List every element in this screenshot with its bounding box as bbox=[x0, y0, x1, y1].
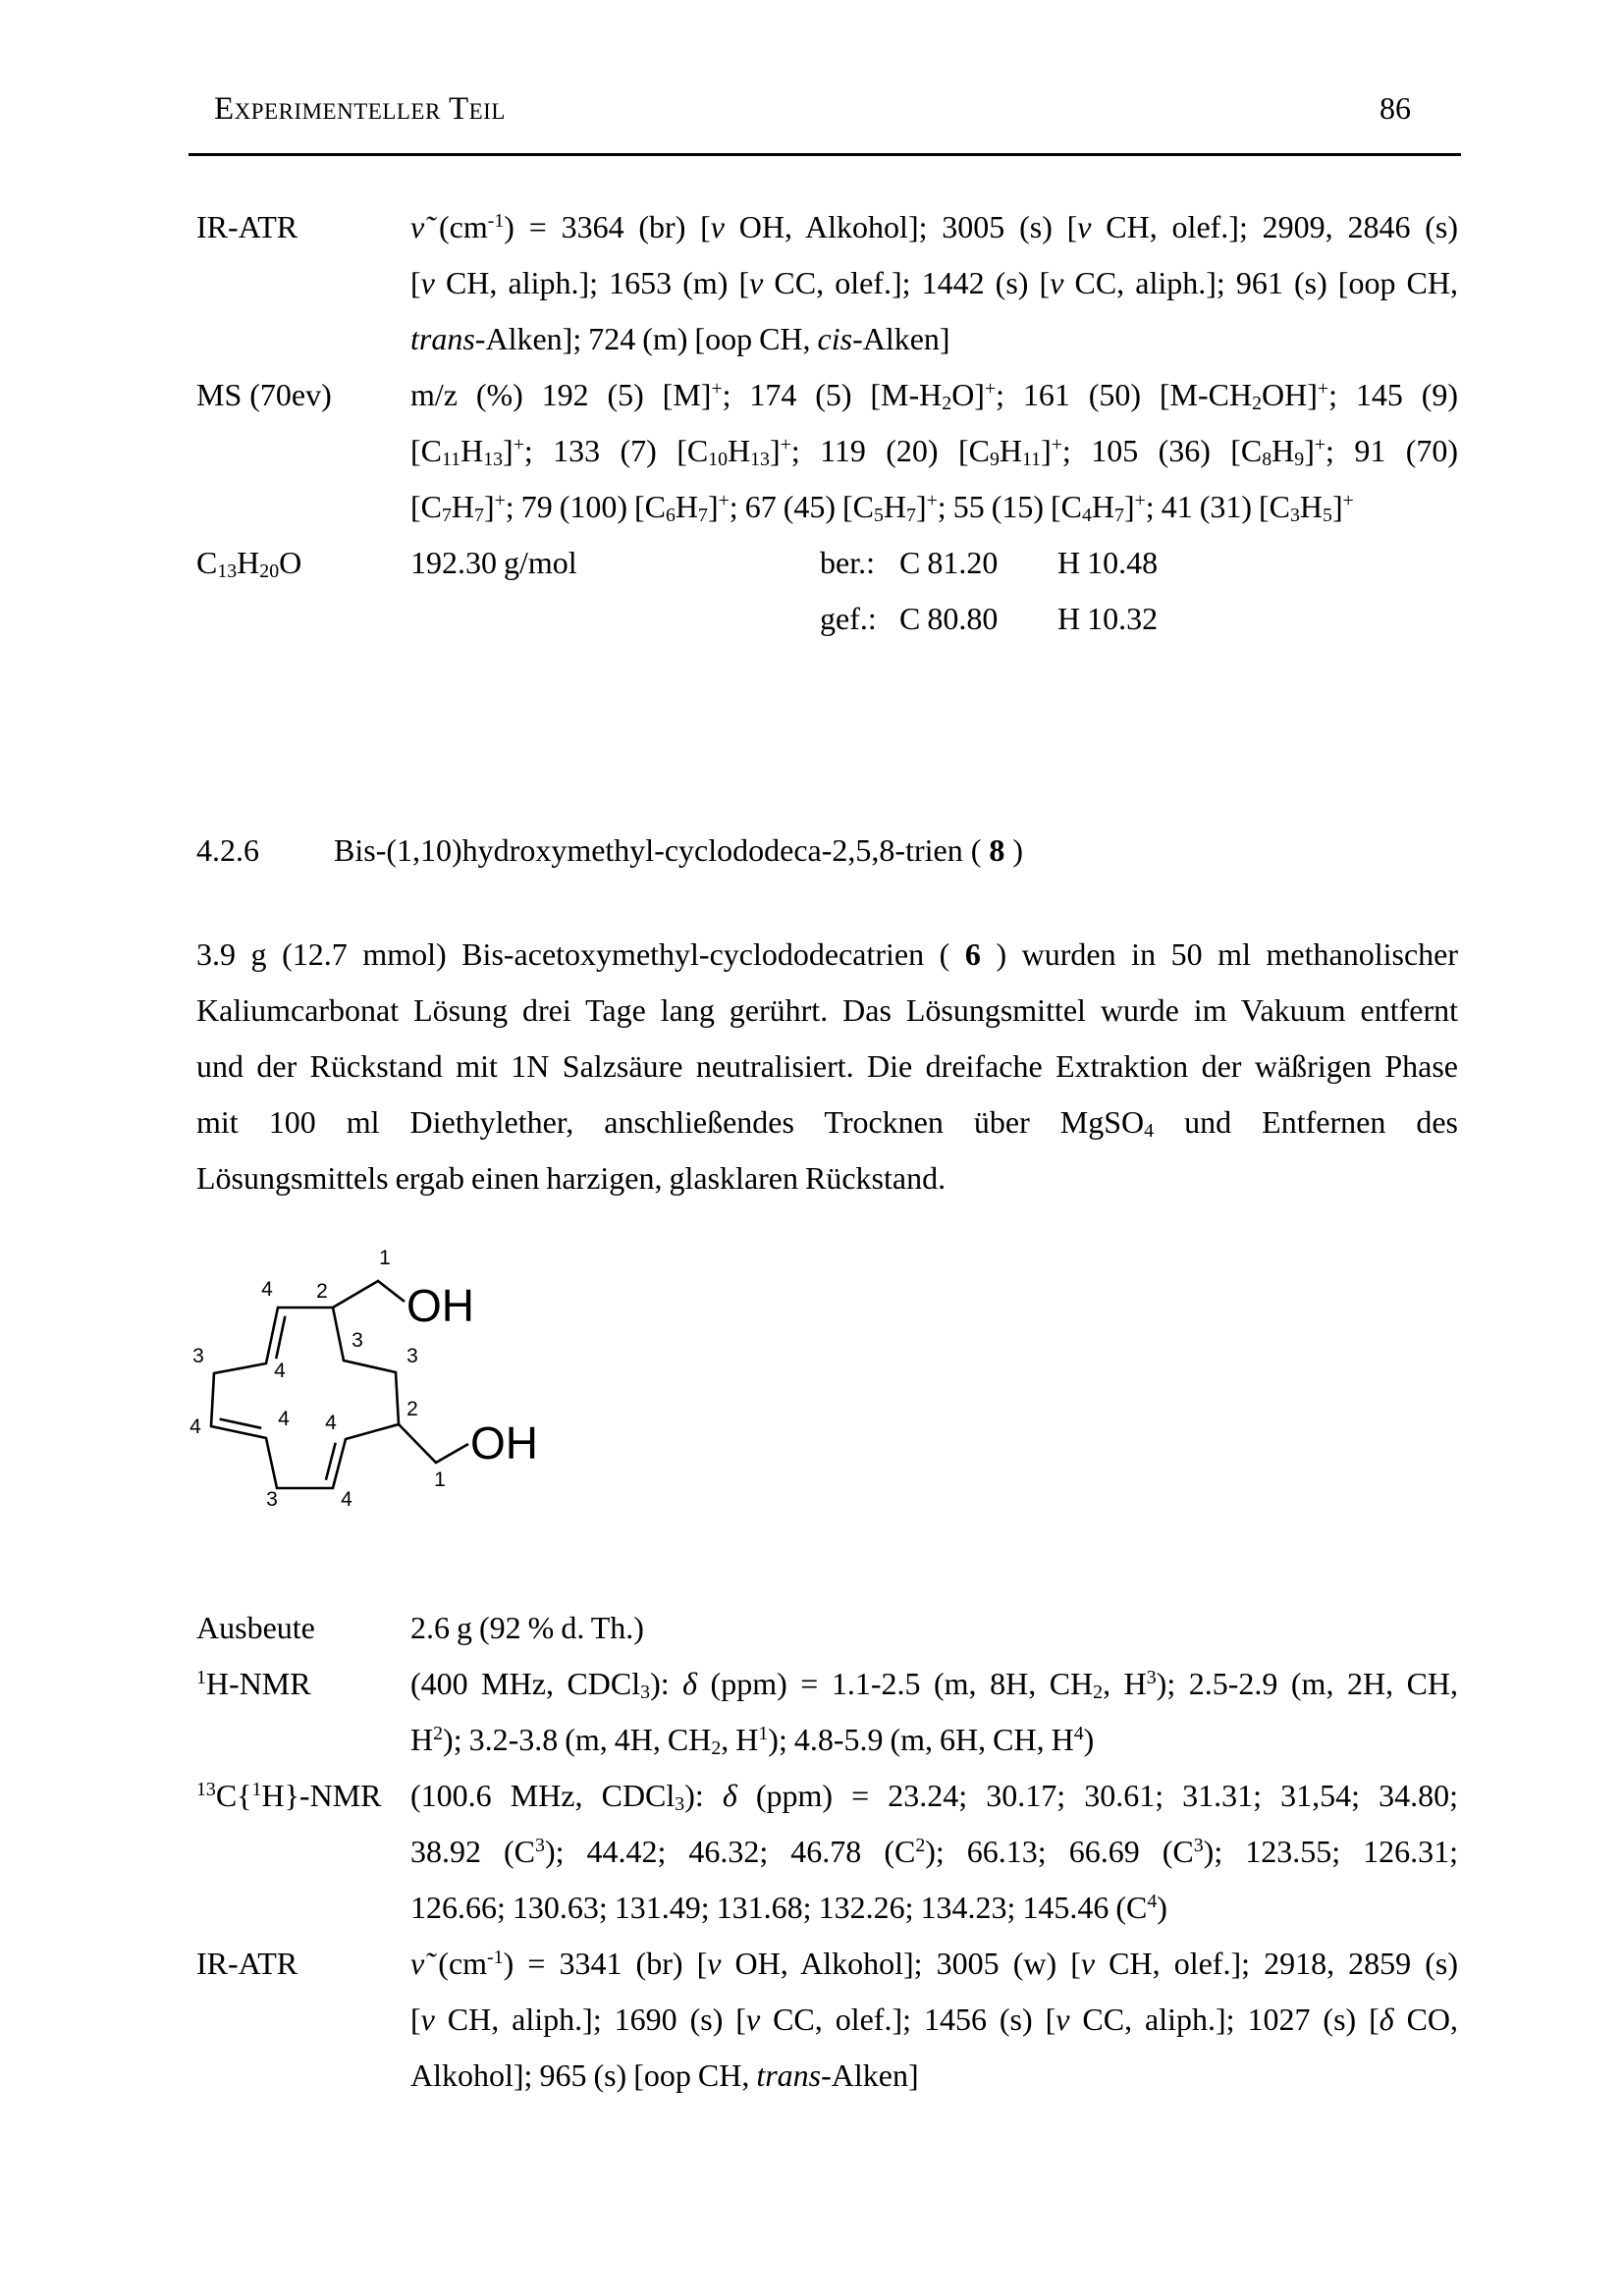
row-label-ir-atr: IR-ATR bbox=[196, 209, 298, 244]
data-line: [ν CH, aliph.]; 1653 (m) [ν CC, olef.]; 1442 (s) [ν CC, aliph.]; 961 (s) [oop CH, bbox=[410, 265, 1459, 300]
row-content bbox=[410, 1600, 1458, 1656]
section-number: 4.2.6 bbox=[196, 832, 259, 868]
atom-label: 3 bbox=[192, 1345, 204, 1367]
data-line: ν̃ $(cm^{-1}) = 3341$ (br) [ν OH, Alkohol]; 3005 (w) [ν CH, olef.]; 2918, 2859 (s) bbox=[410, 1946, 1459, 1981]
row-content bbox=[410, 367, 1458, 535]
atom-label: 3 bbox=[352, 1329, 363, 1352]
atom-label: 2 bbox=[316, 1280, 328, 1303]
yield-row bbox=[196, 1600, 1458, 1656]
row-content bbox=[410, 1936, 1458, 2104]
spectrum-row-13c-nmr bbox=[196, 1768, 1458, 1936]
ring-bond-path bbox=[211, 1308, 399, 1488]
data-line: Alkohol]; 965 (s) [oop CH, trans-Alken] bbox=[410, 2057, 919, 2093]
double-bond-inner-left bbox=[220, 1419, 262, 1428]
analytical-data-bottom bbox=[196, 1600, 1458, 2104]
data-line: 38.92 $(C^3)$; 44.42; 46.32; 46.78 $(C^2)$; 66.13; 66.69 $(C^3)$; 123.55; 126.31; bbox=[410, 1834, 1459, 1869]
paragraph-line: und der Rückstand mit 1N Salzsäure neutralisiert. Die dreifache Extraktion der wäßrigen Phase bbox=[196, 1048, 1458, 1084]
atom-label: 4 bbox=[274, 1360, 286, 1382]
calc-hydrogen: H 10.48 bbox=[1057, 545, 1159, 580]
row-label-formula: C13H20O bbox=[196, 545, 302, 583]
hydroxymethyl-arm-top bbox=[333, 1281, 405, 1308]
procedure-paragraph bbox=[196, 927, 1458, 1206]
elemental-line bbox=[410, 535, 1458, 591]
atom-label: 4 bbox=[325, 1412, 337, 1434]
atom-label: 4 bbox=[189, 1415, 201, 1438]
row-content bbox=[410, 535, 1458, 647]
formula-row bbox=[196, 535, 1458, 647]
row-label-13c-nmr: $^{13}$C{$^1$H}-NMR bbox=[196, 1778, 382, 1813]
data-line: 2.6 g (92 % d. Th.) bbox=[410, 1610, 644, 1645]
page-content bbox=[189, 0, 1459, 2296]
running-header-title: Experimenteller Teil bbox=[214, 91, 506, 127]
section-heading bbox=[196, 823, 1458, 879]
double-bond-inner-topleft bbox=[276, 1316, 285, 1359]
data-line: [ν CH, aliph.]; 1690 (s) [ν CC, olef.]; 1456 (s) [ν CC, aliph.]; 1027 (s) [δ CO, bbox=[410, 2002, 1459, 2037]
spectrum-row-1h-nmr bbox=[196, 1656, 1458, 1768]
atom-label: 4 bbox=[341, 1488, 352, 1511]
calc-key: ber.: bbox=[820, 545, 875, 580]
atom-label: 2 bbox=[406, 1398, 418, 1420]
spectrum-row-ir-atr-2 bbox=[196, 1936, 1458, 2104]
atom-label: 1 bbox=[379, 1247, 391, 1269]
spectrum-row-ms bbox=[196, 367, 1458, 535]
found-carbon: C 80.80 bbox=[899, 601, 999, 636]
analytical-data-top bbox=[196, 199, 1458, 647]
data-line: [C11H13]+; 133 (7) [C10H13]+; 119 (20) [C9H11]+; 105 (36) [C8H9]+; 91 (70) bbox=[410, 433, 1458, 471]
found-hydrogen: H 10.32 bbox=[1057, 601, 1159, 636]
calc-carbon: C 81.20 bbox=[899, 545, 999, 580]
data-line: (100.6 MHz, CDCl3): δ (ppm) = 23.24; 30.17; 30.61; 31.31; 31,54; 34.80; bbox=[410, 1778, 1459, 1816]
data-line: $H^2$); 3.2-3.8 (m, 4H, CH2, $H^1$); 4.8-5.9 (m, 6H, CH, $H^4$) bbox=[410, 1722, 1095, 1760]
data-line: ν̃ $(cm^{-1}) = 3364$ (br) [ν OH, Alkohol]; 3005 (s) [ν CH, olef.]; 2909, 2846 (s) bbox=[410, 209, 1458, 244]
molar-mass: 192.30 g/mol bbox=[410, 545, 577, 580]
row-label-ir-atr-2: IR-ATR bbox=[196, 1946, 298, 1981]
hydroxyl-label-bottom: OH bbox=[470, 1417, 538, 1468]
paragraph-line: mit 100 ml Diethylether, anschließendes Trocknen über MgSO4 und Entfernen des bbox=[196, 1104, 1459, 1143]
found-key: gef.: bbox=[820, 601, 877, 636]
paragraph-line: Kaliumcarbonat Lösung drei Tage lang gerührt. Das Lösungsmittel wurde im Vakuum entfernt bbox=[196, 992, 1458, 1028]
elemental-line bbox=[410, 591, 1458, 647]
header-rule bbox=[189, 153, 1461, 156]
atom-label: 1 bbox=[434, 1468, 446, 1491]
data-line: 126.66; 130.63; 131.49; 131.68; 132.26; 134.23; 145.46 $(C^4)$ bbox=[410, 1890, 1167, 1925]
data-line: (400 MHz, CDCl3): δ (ppm) = 1.1-2.5 (m, 8H, CH2, $H^3$); 2.5-2.9 (m, 2H, CH, bbox=[410, 1666, 1459, 1704]
structure-diagram bbox=[189, 1235, 542, 1529]
atom-label: 4 bbox=[261, 1278, 273, 1301]
data-line: m/z (%) 192 (5) [M]+; 174 (5) [M-H2O]+; 161 (50) [M-CH2OH]+; 145 (9) bbox=[410, 377, 1459, 415]
hydroxymethyl-arm-bottom bbox=[399, 1424, 468, 1463]
hydroxyl-label-top: OH bbox=[406, 1280, 474, 1331]
page-number: 86 bbox=[1380, 90, 1411, 126]
paragraph-line: 3.9 g (12.7 mmol) Bis-acetoxymethyl-cyclododecatrien ( 6 ) wurden in 50 ml methanolischer bbox=[196, 936, 1458, 972]
spectrum-row-ir-atr bbox=[196, 199, 1458, 367]
row-label-1h-nmr: $^1$H-NMR bbox=[196, 1666, 311, 1701]
atom-label: 3 bbox=[266, 1488, 278, 1511]
double-bond-inner-bottom bbox=[326, 1443, 336, 1480]
atom-label: 3 bbox=[406, 1345, 418, 1367]
row-content bbox=[410, 1656, 1458, 1768]
row-label-ms: MS (70ev) bbox=[196, 377, 332, 412]
data-line: trans-Alken]; 724 (m) [oop CH, cis-Alken] bbox=[410, 321, 950, 356]
page-header bbox=[196, 90, 1458, 128]
row-content bbox=[410, 199, 1458, 367]
data-line: [C7H7]+; 79 (100) [C6H7]+; 67 (45) [C5H7]+; 55 (15) [C4H7]+; 41 (31) [C3H5]+ bbox=[410, 489, 1354, 527]
row-label-yield: Ausbeute bbox=[196, 1610, 315, 1645]
atom-label: 4 bbox=[278, 1408, 290, 1430]
paragraph-line: Lösungsmittels ergab einen harzigen, glasklaren Rückstand. bbox=[196, 1160, 947, 1196]
chemical-structure bbox=[189, 1235, 542, 1529]
section-title: Bis-(1,10)hydroxymethyl-cyclododeca-2,5,8-trien ( 8 ) bbox=[334, 832, 1024, 868]
row-content bbox=[410, 1768, 1458, 1936]
